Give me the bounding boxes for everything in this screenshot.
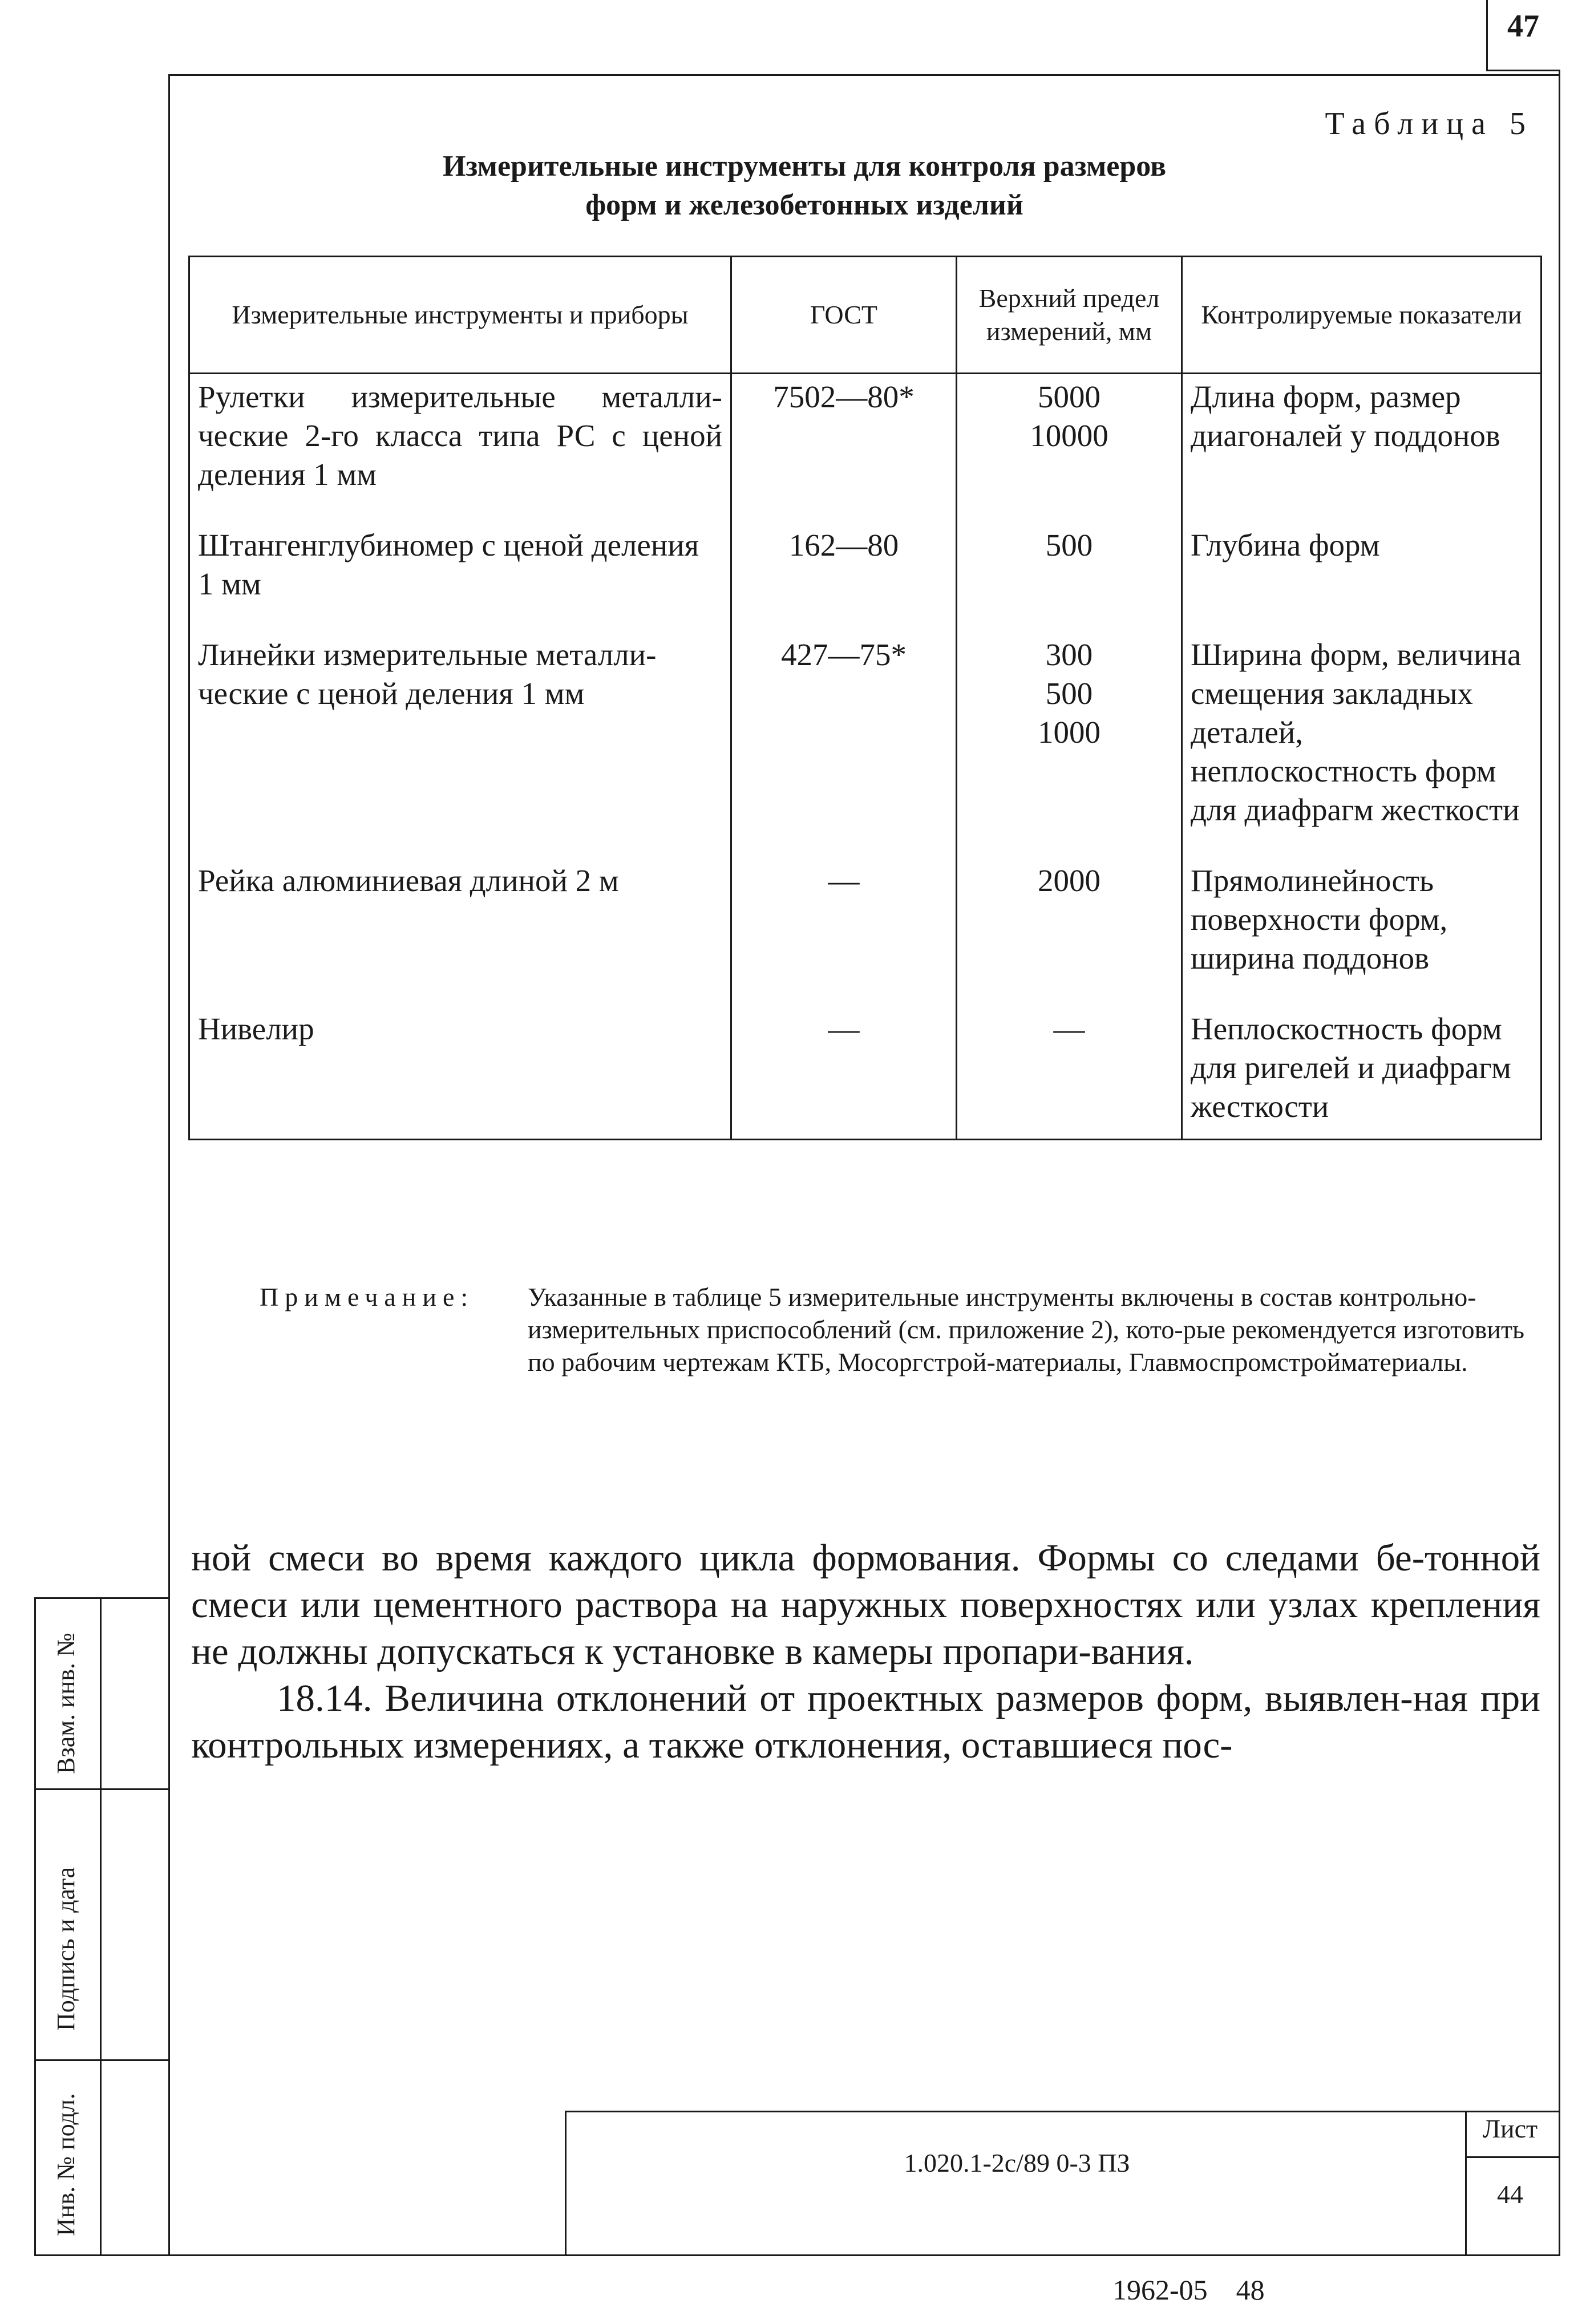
frame-left [168,74,170,2256]
note-text: Указанные в таблице 5 измерительные инструменты включены в состав контрольно-измерительных приспособлений (см. приложение 2), кото-рые рекомендуется изготовить по рабочим чертежам КТБ, Мосоргстрой-материалы, Главмоспромстройматериалы. [528,1282,1525,1376]
cell-indicators: Неплоскостность форм для ригелей и диафрагм жесткости [1182,1006,1541,1140]
cell-instrument: Нивелир [189,1006,731,1140]
cell-gost: 162—80 [731,523,957,632]
header-limit: Верхний предел измерений, мм [957,257,1182,374]
stamp-label-vzam: Взам. инв. № [52,1633,80,1774]
side-stamp-div-1 [34,1788,170,1790]
frame-bottom [168,2254,1560,2256]
frame-right [1559,70,1560,2256]
table-title-line-2: форм и железобетонных изделий [585,189,1023,221]
table-row [189,858,1541,1006]
cell-indicators: Глубина форм [1182,523,1541,632]
cell-limit: 500 [957,523,1182,632]
side-stamp-bottom [34,2254,170,2256]
cell-limit: 5000 10000 [957,374,1182,523]
cell-gost: 427—75* [731,632,957,858]
footer-code: 1962-05 48 [1112,2274,1265,2306]
stamp-label-inv: Инв. № подл. [52,2093,80,2236]
page-number-box-bottom [1486,70,1560,71]
cell-indicators: Длина форм, размер диагоналей у поддонов [1182,374,1541,523]
cell-limit: 2000 [957,858,1182,1006]
side-stamp-left [34,1597,36,2256]
cell-instrument: Рулетки измерительные металли-ческие 2-го класса типа РС с ценой деления 1 мм [189,374,731,523]
document-code: 1.020.1-2с/89 0-3 ПЗ [904,2148,1130,2177]
table-caption: Таблица 5 [1325,106,1534,141]
table-row [189,632,1541,858]
table-row [189,374,1541,523]
page-number-box-left [1486,0,1488,71]
cell-instrument: Линейки измерительные металли-ческие с ценой деления 1 мм [189,632,731,858]
page-number: 47 [1507,9,1539,44]
header-gost: ГОСТ [731,257,957,374]
cell-instrument: Штангенглубиномер с ценой деления 1 мм [189,523,731,632]
table-note [260,1281,1538,1378]
body-paragraph-2: 18.14. Величина отклонений от проектных размеров форм, выявлен-ная при контрольных измерениях, а также отклонения, оставшиеся пос- [191,1677,1540,1766]
header-indicators: Контролируемые показатели [1182,257,1541,374]
side-stamp-div-2 [34,2059,170,2061]
note-label: Примечание: [260,1282,475,1311]
frame-top [168,74,1560,76]
table-row [189,1006,1541,1140]
stamp-label-podpis: Подпись и дата [52,1867,80,2031]
sheet-number: 44 [1497,2180,1523,2209]
table-title-line-1: Измерительные инструменты для контроля размеров [442,150,1167,183]
side-stamp-mid [100,1597,102,2256]
cell-gost: 7502—80* [731,374,957,523]
title-block-sheet-div [1465,2156,1560,2158]
cell-gost: — [731,1006,957,1140]
table-title [399,147,1209,225]
side-stamp-top [34,1597,170,1599]
cell-instrument: Рейка алюминиевая длиной 2 м [189,858,731,1006]
table-row [189,523,1541,632]
cell-indicators: Ширина форм, величина смещения закладных деталей, неплоскостность форм для диафрагм жесткости [1182,632,1541,858]
header-instruments: Измерительные инструменты и приборы [189,257,731,374]
title-block-sheet-left [1465,2111,1467,2256]
instruments-table [188,256,1542,1140]
title-block-top [565,2111,1560,2112]
sheet-label: Лист [1482,2114,1538,2143]
cell-gost: — [731,858,957,1006]
title-block-left [565,2111,567,2256]
body-text [191,1535,1540,1768]
cell-limit: — [957,1006,1182,1140]
body-paragraph-1: ной смеси во время каждого цикла формования. Формы со следами бе-тонной смеси или цементного раствора на наружных поверхностях или узлах крепления не должны допускаться к установке в камеры пропари-вания. [191,1537,1540,1673]
cell-indicators: Прямолинейность поверхности форм, ширина поддонов [1182,858,1541,1006]
cell-limit: 300 500 1000 [957,632,1182,858]
table-header-row [189,257,1541,374]
